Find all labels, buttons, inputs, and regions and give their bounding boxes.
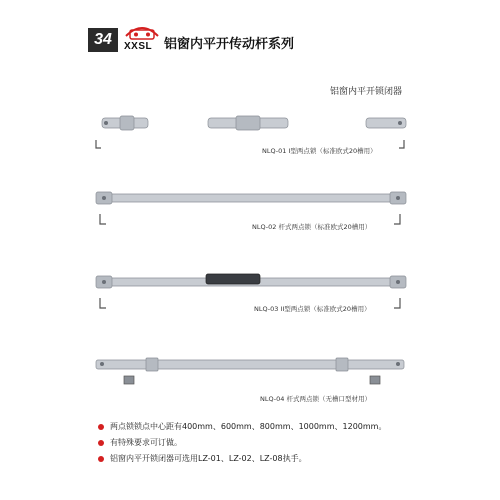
product-caption: NLQ-01 I型两点锁（标准欧式20槽用） <box>262 147 377 155</box>
note-text: 铝窗内平开锁闭器可选用LZ-01、LZ-02、LZ-08执手。 <box>110 454 307 463</box>
note-item <box>98 451 428 467</box>
bullet-icon <box>98 424 104 430</box>
note-item <box>98 435 428 451</box>
bullet-icon <box>98 440 104 446</box>
section-title: 铝窗内平开锁闭器 <box>330 87 403 97</box>
series-title: 铝窗内平开传动杆系列 <box>164 37 295 52</box>
page-number: 34 <box>88 28 118 52</box>
note-item <box>98 419 428 435</box>
product-caption: NLQ-03 II型两点锁（标准欧式20槽用） <box>254 305 371 313</box>
product-caption: NLQ-02 杆式两点锁（标准欧式20槽用） <box>252 223 372 231</box>
note-text: 有特殊要求可订做。 <box>110 438 182 447</box>
brand-text: XXSL <box>124 41 153 52</box>
notes-list <box>98 419 428 467</box>
product-caption: NLQ-04 杆式两点锁（无槽口型材用） <box>260 395 371 403</box>
note-text: 两点锁锁点中心距有400mm、600mm、800mm、1000mm、1200mm。 <box>110 422 387 431</box>
bullet-icon <box>98 456 104 462</box>
